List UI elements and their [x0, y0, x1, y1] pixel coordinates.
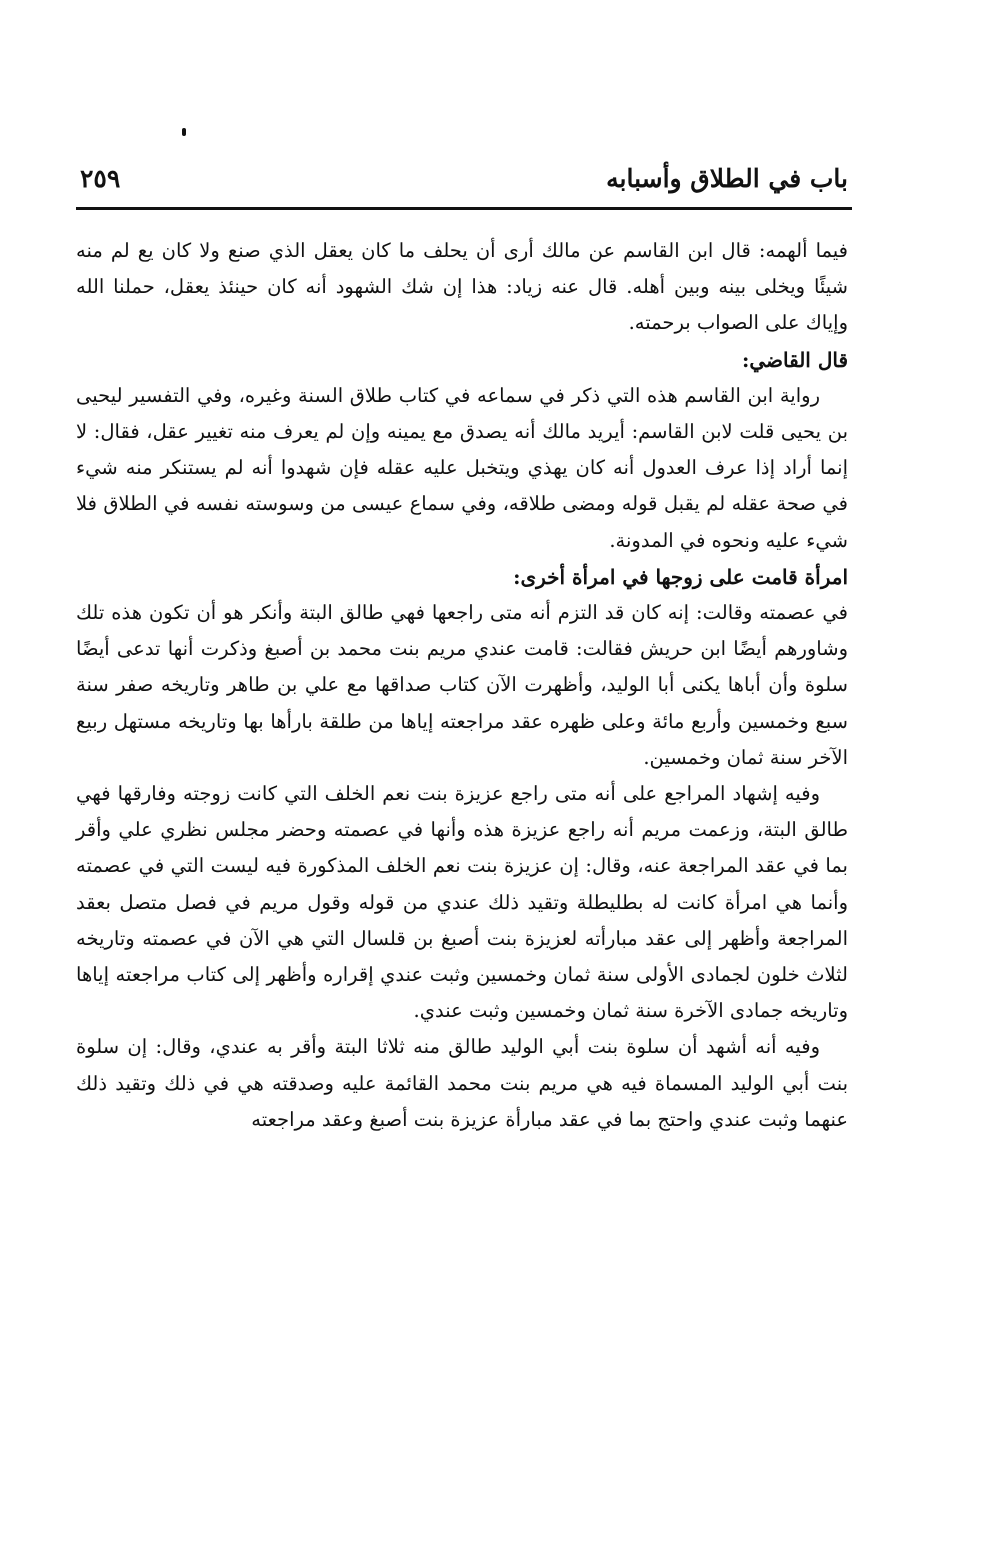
- section-heading-qadi: قال القاضي:: [741, 347, 848, 372]
- body-text: [76, 233, 848, 1138]
- paragraph-4: وفيه إشهاد المراجع على أنه متى راجع عزيزة بنت نعم الخلف التي كانت زوجته وفارقها فهي طالق البتة، وزعمت مريم أنه راجع عزيزة هذه وأنها في عصمته وحضر مجلس نظري علي وأقر بما في عقد المراجعة عنه، وقال: إن عزيزة بنت نعم الخلف المذكورة فيه ليست التي في عصمته وأنما هي امرأة كانت له بطليطلة وتقيد ذلك عندي من قوله وقول مريم في فصل متصل بعقد المراجعة وأظهر إلى عقد مبارأته لعزيزة بنت أصبغ بن قلسال التي هي الآن في عصمته وتاريخه لثلاث خلون لجمادى الأولى سنة ثمان وخمسين وثبت عندي إقراره وأظهر إلى كتاب مراجعته إياها وتاريخه جمادى الآخرة سنة ثمان وخمسين وثبت عندي.: [76, 782, 848, 1023]
- section-heading-woman: امرأة قامت على زوجها في امرأة أخرى:: [513, 564, 848, 589]
- chapter-title: باب في الطلاق وأسبابه: [606, 164, 848, 193]
- paragraph-3: في عصمته وقالت: إنه كان قد التزم أنه متى راجعها فهي طالق البتة وأنكر هو أن تكون هذه تلك وشاورهم أيضًا ابن حريش فقالت: قامت عندي مريم بنت محمد بن أصبغ وذكرت أنها تدعى أيضًا سلوة وأن أباها يكنى أبا الوليد، وأظهرت الآن كتاب صداقها مع علي بن طاهر وتاريخه صفر سنة سبع وخمسين وأربع مائة وعلى ظهره عقد مراجعته إياها من طلقة بارأها بها وتاريخه مستهل ربيع الآخر سنة ثمان وخمسين.: [76, 601, 848, 769]
- paragraph-5: وفيه أنه أشهد أن سلوة بنت أبي الوليد طالق منه ثلاثا البتة وأقر به عندي، وقال: إن سلوة بنت أبي الوليد المسماة فيه هي مريم بنت محمد القائمة عليه وصدقته هي في ذلك وتقيد ذلك عنهما وثبت عندي واحتج بما في عقد مبارأة عزيزة بنت أصبغ وعقد مراجعته: [76, 1035, 848, 1131]
- page-number: ٢٥٩: [80, 164, 121, 193]
- header-rule: [76, 207, 852, 210]
- paragraph-1: فيما ألهمه: قال ابن القاسم عن مالك أرى أن يحلف ما كان يعقل الذي صنع ولا كان يع لم منه شيئًا ويخلى بينه وبين أهله. قال عنه زياد: هذا إن شك الشهود أنه كان حينئذ يعقل، حملنا الله وإياك على الصواب برحمته.: [76, 239, 848, 335]
- ink-speck: [182, 128, 186, 136]
- paragraph-2: رواية ابن القاسم هذه التي ذكر في سماعه في كتاب طلاق السنة وغيره، وفي التفسير ليحيى بن يحيى قلت لابن القاسم: أيريد مالك أنه يصدق مع يمينه وإن لم يعرف منه تغيير عقل، فقال: لا إنما أراد إذا عرف العدول أنه كان يهذي ويتخبل عليه عقله فإن شهدوا أنه لم يستنكر منه شيء في صحة عقله لم يقبل قوله ومضى طلاقه، وفي سماع عيسى من وسوسته نفسه في الطلاق فلا شيء عليه ونحوه في المدونة.: [76, 383, 848, 552]
- page-header: [76, 160, 852, 208]
